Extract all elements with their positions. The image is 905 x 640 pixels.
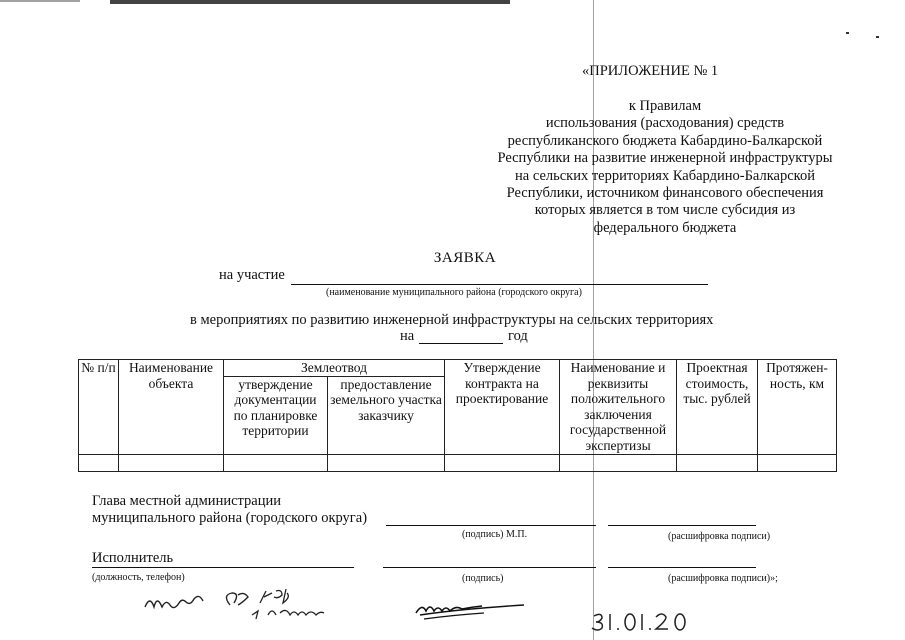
table-cell[interactable] xyxy=(758,454,837,471)
executor-position-line xyxy=(92,567,354,568)
table-row xyxy=(79,454,837,471)
col-header-length: Протяжен-ность, км xyxy=(758,360,837,455)
col-header-land-provision: предоставление земельного участка заказчику xyxy=(328,376,445,454)
col-header-contract: Утверждение контракта на проектирование xyxy=(445,360,560,455)
scan-artifact-bar xyxy=(110,0,510,4)
participation-prefix: на участие xyxy=(219,267,285,283)
document-title: ЗАЯВКА xyxy=(433,250,497,266)
appendix-line: Республики на развитие инженерной инфраструктуры xyxy=(497,150,833,167)
appendix-heading: «ПРИЛОЖЕНИЕ № 1 xyxy=(582,63,719,79)
executor-position-label: (должность, телефон) xyxy=(92,572,185,583)
col-header-land: Землеотвод xyxy=(224,360,445,377)
col-header-cost: Проектная стоимость, тыс. рублей xyxy=(677,360,758,455)
events-line: в мероприятиях по развитию инженерной инфраструктуры на сельских территориях xyxy=(190,312,714,328)
executor-sign-label: (подпись) xyxy=(462,573,504,584)
year-field-line xyxy=(419,343,503,344)
application-table xyxy=(78,359,837,472)
table-cell[interactable] xyxy=(560,454,677,471)
head-decode-label: (расшифровка подписи) xyxy=(668,531,771,542)
head-decode-line xyxy=(608,525,756,526)
year-prefix: на xyxy=(400,328,415,344)
executor-title: Исполнитель xyxy=(92,550,174,566)
handwritten-date xyxy=(590,608,700,636)
scan-artifact-bar-left xyxy=(0,0,80,2)
col-header-num: № п/п xyxy=(79,360,119,455)
appendix-line: к Правилам xyxy=(628,98,702,114)
head-sign-line xyxy=(386,525,596,526)
table-cell[interactable] xyxy=(79,454,119,471)
participation-hint: (наименование муниципального района (городского округа) xyxy=(326,287,582,298)
appendix-line: Республики, источником финансового обеспечения xyxy=(506,185,824,202)
appendix-line: использования (расходования) средств xyxy=(545,115,785,132)
col-header-object: Наименование объекта xyxy=(119,360,224,455)
scan-speck xyxy=(876,36,879,38)
head-line-2: муниципального района (городского округа) xyxy=(92,510,368,526)
table-cell[interactable] xyxy=(119,454,224,471)
executor-decode-line xyxy=(608,567,756,568)
col-header-expertise: Наименование и реквизиты положительного заключения государственной экспертизы xyxy=(560,360,677,455)
appendix-line: которых является в том числе субсидия из xyxy=(534,202,796,219)
handwritten-signature xyxy=(410,595,530,625)
executor-decode-label: (расшифровка подписи)»; xyxy=(668,573,778,584)
table-cell[interactable] xyxy=(224,454,328,471)
table-cell[interactable] xyxy=(677,454,758,471)
appendix-line: республиканского бюджета Кабардино-Балкарской xyxy=(507,132,823,149)
appendix-text xyxy=(470,98,860,237)
year-suffix: год xyxy=(508,328,528,344)
table-cell[interactable] xyxy=(328,454,445,471)
col-header-land-planning: утверждение документации по планировке территории xyxy=(224,376,328,454)
scan-speck xyxy=(846,32,849,34)
participation-field-line xyxy=(291,284,708,285)
head-sign-label: (подпись) М.П. xyxy=(462,529,528,540)
head-line-1: Глава местной администрации xyxy=(92,493,282,509)
handwritten-note xyxy=(140,585,390,625)
appendix-line: федерального бюджета xyxy=(593,219,737,236)
appendix-line: на сельских территориях Кабардино-Балкарской xyxy=(515,167,815,184)
executor-sign-line xyxy=(383,567,596,568)
table-cell[interactable] xyxy=(445,454,560,471)
